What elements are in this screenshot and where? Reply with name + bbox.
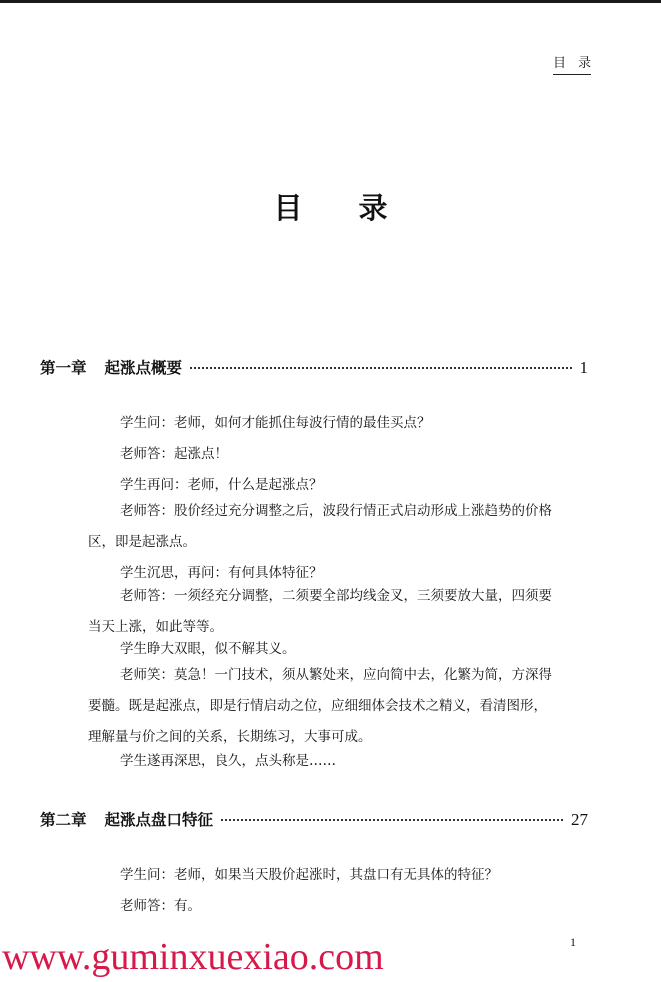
chapter-number: 第二章 bbox=[40, 811, 87, 829]
top-border-rule bbox=[0, 0, 661, 3]
dialogue-paragraph: 老师答：起涨点！ bbox=[120, 446, 228, 462]
dialogue-paragraph: 学生问：老师，如何才能抓住每波行情的最佳买点？ bbox=[120, 415, 431, 431]
chapter-title: 起涨点概要 bbox=[104, 359, 183, 377]
page-title bbox=[0, 186, 661, 227]
dialogue-paragraph: 学生睁大双眼，似不解其义。 bbox=[120, 641, 296, 657]
dot-leader bbox=[190, 367, 571, 369]
page-number: 1 bbox=[570, 935, 576, 949]
dialogue-paragraph: 老师笑：莫急！一门技术，须从繁处来，应向简中去，化繁为简，方深得要髓。既是起涨点，即是行情启动之位，应细细体会技术之精义，看清图形，理解量与价之间的关系，长期练习，大事可成。 bbox=[88, 667, 552, 745]
dialogue-paragraph: 老师答：有。 bbox=[120, 898, 201, 914]
dialogue-paragraph: 学生沉思，再问：有何具体特征？ bbox=[120, 565, 323, 581]
dot-leader bbox=[221, 819, 563, 821]
dialogue-paragraph: 学生遂再深思，良久，点头称是…… bbox=[120, 753, 336, 769]
running-head-char-1: 目 bbox=[552, 56, 578, 71]
running-head-char-2: 录 bbox=[577, 56, 591, 71]
chapter-number: 第一章 bbox=[40, 359, 87, 377]
dialogue-paragraph: 学生再问：老师，什么是起涨点？ bbox=[120, 477, 323, 493]
watermark-url: www.guminxuexiao.com bbox=[2, 936, 384, 978]
chapter-page-number: 27 bbox=[571, 810, 588, 829]
toc-entry-chapter-2[interactable] bbox=[40, 808, 588, 830]
running-head bbox=[553, 52, 591, 75]
chapter-title: 起涨点盘口特征 bbox=[104, 811, 214, 829]
chapter-page-number: 1 bbox=[579, 358, 588, 377]
dialogue-paragraph: 学生问：老师，如果当天股价起涨时，其盘口有无具体的特征？ bbox=[120, 867, 498, 883]
toc-entry-chapter-1[interactable] bbox=[40, 356, 588, 378]
page-title-char-2: 录 bbox=[358, 191, 388, 225]
dialogue-paragraph: 老师答：股价经过充分调整之后，波段行情正式启动形成上涨趋势的价格区，即是起涨点。 bbox=[88, 503, 552, 550]
dialogue-paragraph: 老师答：一须经充分调整，二须要全部均线金叉，三须要放大量，四须要当天上涨，如此等等。 bbox=[88, 588, 552, 635]
page-title-char-1: 目 bbox=[273, 191, 303, 225]
